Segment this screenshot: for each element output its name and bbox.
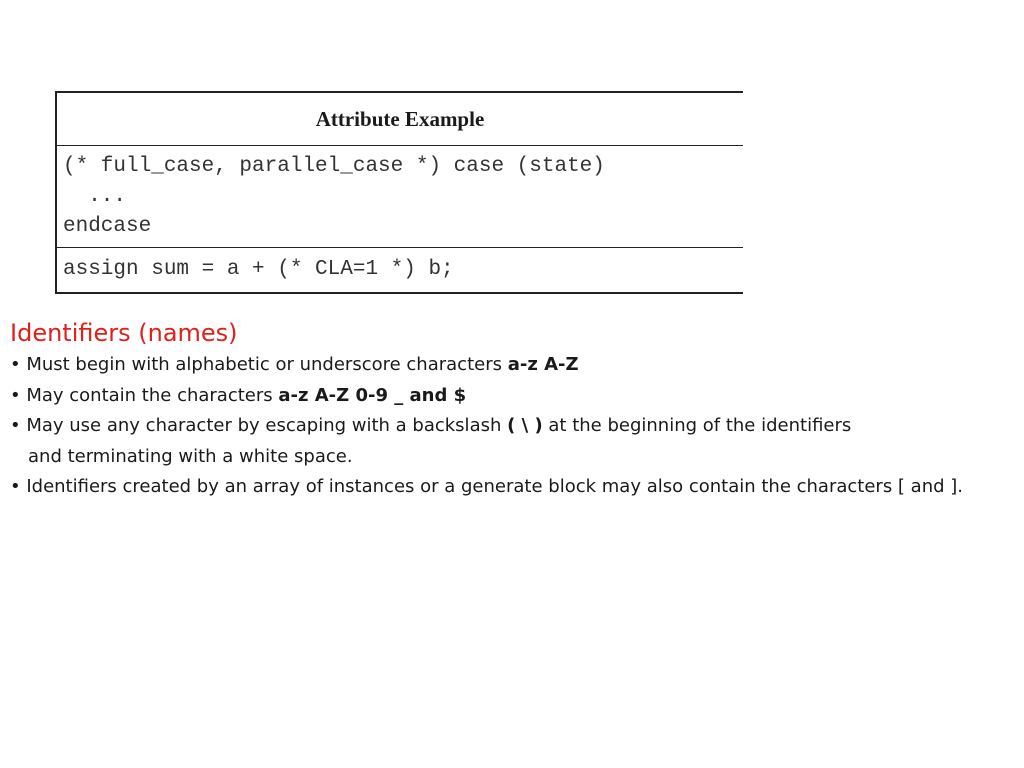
- code-line: (* full_case, parallel_case *) case (state): [63, 155, 605, 178]
- bullet-text: • May use any character by escaping with a backslash: [10, 415, 508, 436]
- bullet-begin-with: [10, 350, 987, 381]
- bullet-bold-text: ( \ ): [507, 415, 543, 436]
- identifiers-section: [10, 316, 987, 503]
- bullet-escaping-continuation: and terminating with a white space.: [28, 445, 353, 467]
- bullet-text: • Must begin with alphabetic or underscore characters: [10, 354, 508, 375]
- code-line: endcase: [63, 215, 152, 238]
- code-block-assign: [56, 248, 743, 294]
- bullet-text: • May contain the characters: [10, 384, 279, 406]
- table-header: Attribute Example: [56, 92, 743, 146]
- code-line: assign sum = a + (* CLA=1 *) b;: [63, 258, 454, 281]
- attribute-example-table: [55, 91, 743, 294]
- code-block-case: [56, 146, 743, 248]
- bullet-array-instances: • Identifiers created by an array of instances or a generate block may also contain the characters [ and ].: [10, 476, 963, 497]
- bullet-bold-text: a-z A-Z: [507, 354, 579, 375]
- bullet-escaping: [10, 411, 987, 442]
- section-title: Identifiers (names): [10, 319, 238, 347]
- bullet-text: at the beginning of the identifiers: [542, 415, 852, 436]
- bullet-may-contain: [10, 381, 987, 412]
- bullet-bold-text: a-z A-Z 0-9 _ and $: [278, 384, 467, 406]
- code-line: ...: [63, 185, 127, 208]
